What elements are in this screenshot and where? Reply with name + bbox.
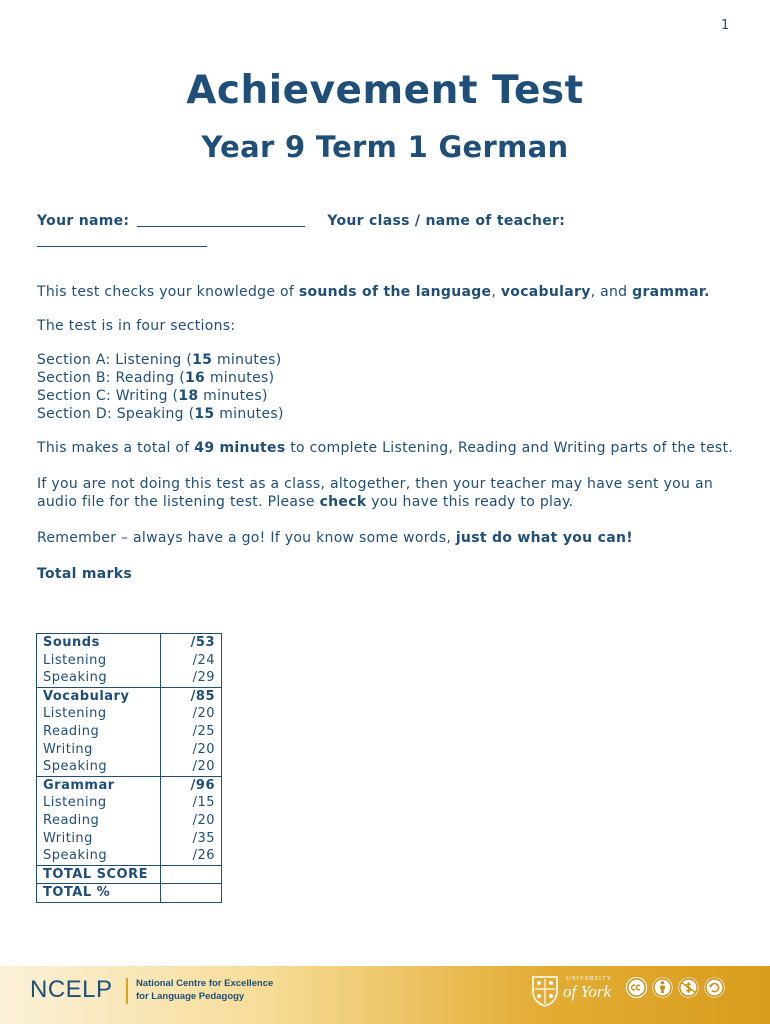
sa-icon <box>703 976 726 999</box>
cc-icon <box>625 976 648 999</box>
table-row: Speaking /20 <box>37 758 222 776</box>
footer-banner <box>0 966 770 1024</box>
section-line: Section C: Writing (18 minutes) <box>37 388 268 404</box>
total-score-cell[interactable] <box>161 865 222 884</box>
table-row: Speaking /26 <box>37 847 222 865</box>
york-crest-icon <box>530 973 560 1007</box>
ncelp-full-name: National Centre for Excellence for Language Pedagogy <box>136 978 274 1002</box>
name-label: Your name: <box>37 213 130 229</box>
page-number: 1 <box>721 18 730 33</box>
total-marks-heading: Total marks <box>37 566 133 582</box>
total-score-row: TOTAL SCORE <box>37 865 222 884</box>
name-blank[interactable] <box>137 212 305 227</box>
reminder-paragraph: Remember – always have a go! If you know some words, just do what you can! <box>37 530 633 546</box>
table-row: Reading /20 <box>37 812 222 830</box>
university-of-york-logo: UNIVERSITY of York <box>563 976 612 1001</box>
section-line: Section B: Reading (16 minutes) <box>37 370 275 386</box>
ncelp-logo: NCELP <box>30 976 113 1003</box>
page-title: Achievement Test <box>186 68 584 113</box>
class-blank[interactable] <box>37 232 207 247</box>
sections-intro: The test is in four sections: <box>37 318 236 334</box>
table-group-row: Grammar /96 <box>37 776 222 794</box>
table-row: Listening /20 <box>37 705 222 723</box>
total-percent-row: TOTAL % <box>37 884 222 903</box>
table-row: Listening /15 <box>37 794 222 812</box>
table-row: Speaking /29 <box>37 669 222 687</box>
nc-icon <box>677 976 700 999</box>
table-row: Writing /20 <box>37 741 222 759</box>
audio-note-paragraph: If you are not doing this test as a class, altogether, then your teacher may have sent you an audio file for the listening test. Please check you have this ready to play. <box>37 476 713 510</box>
table-row: Writing /35 <box>37 830 222 848</box>
table-row: Reading /25 <box>37 723 222 741</box>
page-subtitle: Year 9 Term 1 German <box>201 130 569 164</box>
section-line: Section A: Listening (15 minutes) <box>37 352 282 368</box>
table-group-row: Sounds /53 <box>37 634 222 652</box>
table-group-row: Vocabulary /85 <box>37 687 222 705</box>
table-row: Listening /24 <box>37 652 222 670</box>
total-time-paragraph: This makes a total of 49 minutes to complete Listening, Reading and Writing parts of the test. <box>37 440 734 456</box>
by-icon <box>651 976 674 999</box>
ncelp-divider <box>126 978 128 1004</box>
class-label: Your class / name of teacher: <box>327 213 566 229</box>
sections-list <box>37 351 737 423</box>
creative-commons-license <box>625 976 726 999</box>
intro-paragraph: This test checks your knowledge of sounds of the language, vocabulary, and grammar. <box>37 284 710 300</box>
name-line <box>37 212 737 230</box>
total-percent-cell[interactable] <box>161 884 222 903</box>
instructions <box>37 212 737 583</box>
marks-table <box>36 633 222 903</box>
section-line: Section D: Speaking (15 minutes) <box>37 406 284 422</box>
